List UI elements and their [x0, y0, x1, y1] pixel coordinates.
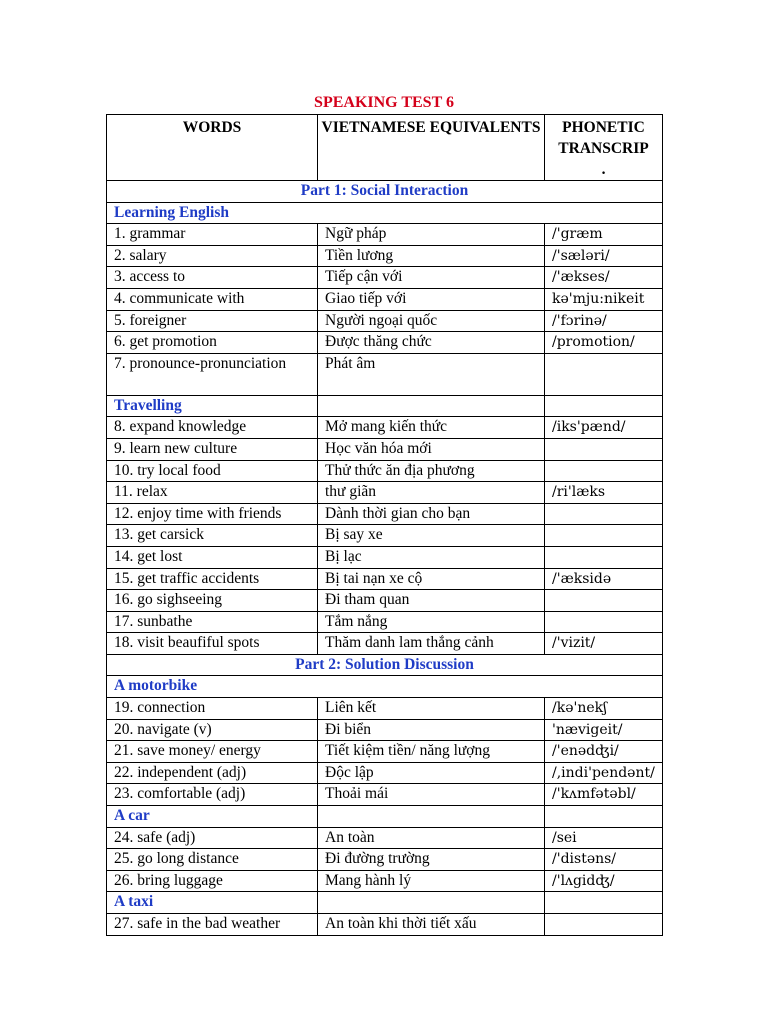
header-words: WORDS — [107, 115, 318, 181]
section-row — [107, 395, 663, 417]
table-row — [107, 525, 663, 547]
vietnamese-cell: Dành thời gian cho bạn — [318, 503, 545, 525]
phonetic-cell: /'sæləri/ — [545, 245, 663, 267]
phonetic-cell: /'vizit/ — [545, 633, 663, 655]
phonetic-cell — [545, 438, 663, 460]
word-cell: 6. get promotion — [107, 332, 318, 354]
table-row — [107, 741, 663, 763]
word-cell: 21. save money/ energy — [107, 741, 318, 763]
header-row — [107, 115, 663, 181]
header-phonetic-text: PHONETIC TRANSCRIP — [558, 119, 649, 157]
empty-cell — [318, 806, 545, 828]
table-row — [107, 353, 663, 395]
word-cell: 16. go sighseeing — [107, 590, 318, 612]
phonetic-cell: /promotion/ — [545, 332, 663, 354]
phonetic-cell — [545, 590, 663, 612]
vietnamese-cell: Thoải mái — [318, 784, 545, 806]
vietnamese-cell: Đi tham quan — [318, 590, 545, 612]
vietnamese-cell: Ngữ pháp — [318, 224, 545, 246]
word-cell: 4. communicate with — [107, 288, 318, 310]
empty-cell — [318, 892, 545, 914]
vietnamese-cell: Học văn hóa mới — [318, 438, 545, 460]
vietnamese-cell: Thử thức ăn địa phương — [318, 460, 545, 482]
table-row — [107, 288, 663, 310]
table-row — [107, 245, 663, 267]
table-row — [107, 503, 663, 525]
part-row — [107, 181, 663, 203]
word-cell: 3. access to — [107, 267, 318, 289]
phonetic-cell — [545, 353, 663, 395]
table-row — [107, 417, 663, 439]
table-row — [107, 310, 663, 332]
empty-cell — [545, 806, 663, 828]
phonetic-cell: /sei — [545, 827, 663, 849]
table-row — [107, 224, 663, 246]
table-row — [107, 762, 663, 784]
phonetic-cell — [545, 546, 663, 568]
phonetic-cell — [545, 503, 663, 525]
vietnamese-cell: Tắm nắng — [318, 611, 545, 633]
word-cell: 11. relax — [107, 482, 318, 504]
vietnamese-cell: Đi biển — [318, 719, 545, 741]
table-row — [107, 332, 663, 354]
vietnamese-cell: thư giãn — [318, 482, 545, 504]
word-cell: 23. comfortable (adj) — [107, 784, 318, 806]
table-row — [107, 849, 663, 871]
word-cell: 15. get traffic accidents — [107, 568, 318, 590]
section-heading: Learning English — [107, 202, 663, 224]
phonetic-cell: /kə'nekʃ — [545, 698, 663, 720]
phonetic-cell: /'græm — [545, 224, 663, 246]
section-heading: A taxi — [107, 892, 318, 914]
section-heading: A motorbike — [107, 676, 663, 698]
vietnamese-cell: Liên kết — [318, 698, 545, 720]
header-phonetic — [545, 115, 663, 181]
vietnamese-cell: Phát âm — [318, 353, 545, 395]
vietnamese-cell: An toàn khi thời tiết xấu — [318, 914, 545, 936]
word-cell: 22. independent (adj) — [107, 762, 318, 784]
table-row — [107, 438, 663, 460]
part-row — [107, 654, 663, 676]
table-row — [107, 482, 663, 504]
phonetic-cell: /ri'læks — [545, 482, 663, 504]
table-row — [107, 633, 663, 655]
vietnamese-cell: Tiếp cận với — [318, 267, 545, 289]
phonetic-cell: /'distəns/ — [545, 849, 663, 871]
section-heading: Travelling — [107, 395, 318, 417]
phonetic-cell: kə'mju:nikeit — [545, 288, 663, 310]
word-cell: 5. foreigner — [107, 310, 318, 332]
table-row — [107, 546, 663, 568]
phonetic-cell: /'æksidə — [545, 568, 663, 590]
phonetic-cell: /,indi'pendənt/ — [545, 762, 663, 784]
word-cell: 20. navigate (v) — [107, 719, 318, 741]
section-row — [107, 806, 663, 828]
word-cell: 12. enjoy time with friends — [107, 503, 318, 525]
word-cell: 2. salary — [107, 245, 318, 267]
word-cell: 25. go long distance — [107, 849, 318, 871]
word-cell: 19. connection — [107, 698, 318, 720]
vietnamese-cell: Độc lập — [318, 762, 545, 784]
word-cell: 1. grammar — [107, 224, 318, 246]
word-cell: 13. get carsick — [107, 525, 318, 547]
phonetic-cell: /'lʌgidʤ/ — [545, 870, 663, 892]
word-cell: 18. visit beaufiful spots — [107, 633, 318, 655]
header-vietnamese: VIETNAMESE EQUIVALENTS — [318, 115, 545, 181]
table-row — [107, 914, 663, 936]
vietnamese-cell: Bị tai nạn xe cộ — [318, 568, 545, 590]
word-cell: 14. get lost — [107, 546, 318, 568]
word-cell: 10. try local food — [107, 460, 318, 482]
table-row — [107, 267, 663, 289]
header-phonetic-tail: . — [601, 161, 606, 178]
vocabulary-table — [106, 114, 663, 936]
table-row — [107, 568, 663, 590]
table-row — [107, 784, 663, 806]
word-cell: 26. bring luggage — [107, 870, 318, 892]
vietnamese-cell: Bị say xe — [318, 525, 545, 547]
phonetic-cell: /'ækses/ — [545, 267, 663, 289]
table-row — [107, 460, 663, 482]
table-row — [107, 870, 663, 892]
phonetic-cell — [545, 914, 663, 936]
vietnamese-cell: Mang hành lý — [318, 870, 545, 892]
part-heading: Part 2: Solution Discussion — [107, 654, 663, 676]
empty-cell — [545, 892, 663, 914]
phonetic-cell: /iks'pænd/ — [545, 417, 663, 439]
word-cell: 9. learn new culture — [107, 438, 318, 460]
word-cell: 8. expand knowledge — [107, 417, 318, 439]
vietnamese-cell: Tiết kiệm tiền/ năng lượng — [318, 741, 545, 763]
phonetic-cell: /'enədʤi/ — [545, 741, 663, 763]
phonetic-cell — [545, 525, 663, 547]
page-title: SPEAKING TEST 6 — [314, 94, 454, 111]
vietnamese-cell: Được thăng chức — [318, 332, 545, 354]
phonetic-cell: /'kʌmfətəbl/ — [545, 784, 663, 806]
section-heading: A car — [107, 806, 318, 828]
vietnamese-cell: An toàn — [318, 827, 545, 849]
empty-cell — [545, 395, 663, 417]
vietnamese-cell: Người ngoại quốc — [318, 310, 545, 332]
empty-cell — [318, 395, 545, 417]
section-row — [107, 202, 663, 224]
part-heading: Part 1: Social Interaction — [107, 181, 663, 203]
vietnamese-cell: Tiền lương — [318, 245, 545, 267]
word-cell: 17. sunbathe — [107, 611, 318, 633]
vietnamese-cell: Mở mang kiến thức — [318, 417, 545, 439]
phonetic-cell: 'nævigeit/ — [545, 719, 663, 741]
vietnamese-cell: Bị lạc — [318, 546, 545, 568]
table-row — [107, 698, 663, 720]
phonetic-cell: /'fɔrinə/ — [545, 310, 663, 332]
vietnamese-cell: Đi đường trường — [318, 849, 545, 871]
table-row — [107, 719, 663, 741]
vietnamese-cell: Thăm danh lam thắng cảnh — [318, 633, 545, 655]
table-row — [107, 611, 663, 633]
section-row — [107, 676, 663, 698]
table-row — [107, 590, 663, 612]
section-row — [107, 892, 663, 914]
phonetic-cell — [545, 611, 663, 633]
word-cell: 7. pronounce-pronunciation — [107, 353, 318, 395]
table-row — [107, 827, 663, 849]
vietnamese-cell: Giao tiếp với — [318, 288, 545, 310]
phonetic-cell — [545, 460, 663, 482]
word-cell: 24. safe (adj) — [107, 827, 318, 849]
word-cell: 27. safe in the bad weather — [107, 914, 318, 936]
